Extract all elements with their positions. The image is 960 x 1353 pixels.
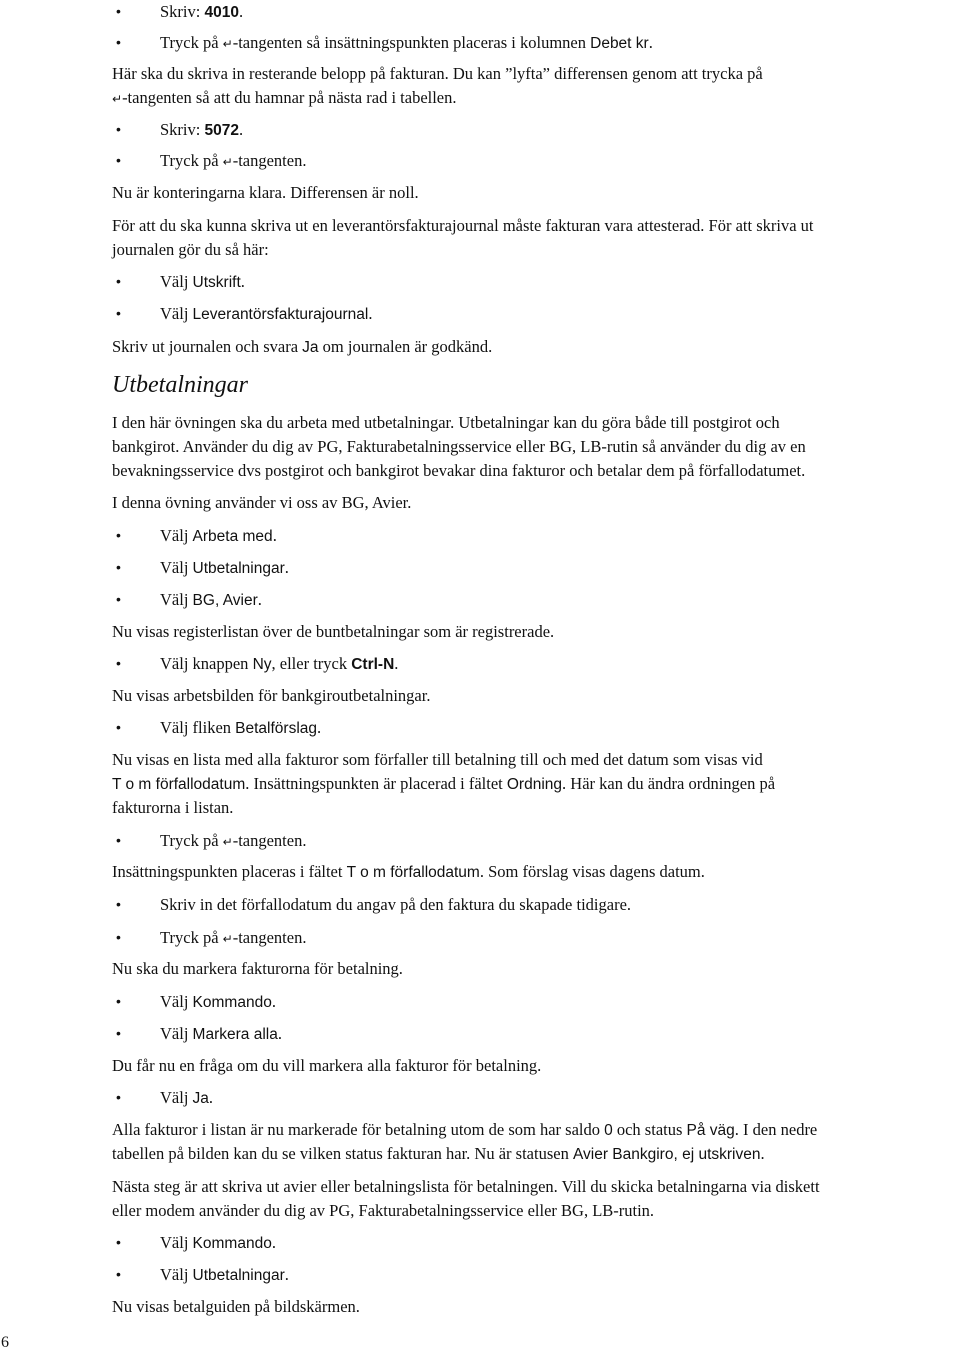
text-run: tabellen på bilden kan du se vilken status fakturan har. Nu är statusen — [112, 1144, 573, 1163]
paragraph-line — [112, 491, 956, 514]
text-run: Nu visas arbetsbilden för bankgiroutbetalningar. — [112, 686, 431, 705]
text-run: Ja — [192, 1090, 209, 1107]
text-run: Insättningspunkten placeras i fältet — [112, 862, 347, 881]
text-run: I den här övningen ska du arbeta med utbetalningar. Utbetalningar kan du göra både till postgirot och — [112, 413, 780, 432]
bullet-icon: • — [116, 305, 121, 321]
text-run: Nu visas en lista med alla fakturor som förfaller till betalning till och med det datum som visas vid — [112, 750, 763, 769]
text-run: 4010 — [204, 4, 239, 21]
text-run: . — [272, 526, 277, 545]
list-item — [160, 893, 956, 916]
bullet-icon: • — [116, 1266, 121, 1282]
text-run: Leverantörsfakturajournal — [192, 306, 369, 323]
text-run: Avier Bankgiro, ej utskriven — [572, 1146, 761, 1163]
text-run: Välj — [160, 590, 193, 609]
bullet-icon: • — [116, 655, 121, 671]
text-run: fakturorna i listan. — [112, 798, 234, 817]
list-item — [160, 716, 956, 740]
paragraph-line — [112, 684, 956, 707]
paragraph-line — [112, 1054, 956, 1077]
paragraph-line — [112, 860, 956, 884]
text-run: 0 — [604, 1122, 613, 1139]
text-run: . I den nedre — [734, 1120, 818, 1139]
text-run: Tryck på — [160, 831, 223, 850]
bullet-icon: • — [116, 929, 121, 945]
bullet-icon: • — [116, 719, 121, 735]
text-run: Välj — [160, 1233, 193, 1252]
paragraph-line — [112, 62, 956, 85]
text-run: Här ska du skriva in resterande belopp på fakturan. Du kan ”lyfta” differensen genom att trycka på — [112, 64, 763, 83]
text-run: Ja — [302, 339, 319, 356]
text-run: . — [238, 2, 244, 21]
text-run: Välj — [160, 1024, 193, 1043]
text-run: Ctrl-N — [351, 656, 395, 673]
bullet-icon: • — [116, 993, 121, 1009]
list-item — [160, 31, 956, 56]
enter-key-icon: ↵ — [222, 155, 233, 169]
paragraph-line — [112, 1175, 956, 1198]
text-run: Kommando — [192, 994, 272, 1011]
text-run: . — [208, 1088, 214, 1107]
bullet-icon: • — [116, 152, 121, 168]
paragraph-line — [112, 957, 956, 980]
paragraph-line — [112, 1142, 956, 1166]
text-run: Skriv: — [160, 120, 205, 139]
paragraph-line — [112, 459, 956, 482]
text-run: För att du ska kunna skriva ut en leverantörsfakturajournal måste fakturan vara attesterad. För att skriva ut — [112, 216, 814, 235]
list-item — [160, 524, 956, 548]
text-run: bevakningsservice dvs postgirot och bankgirot bevakar dina fakturor och betalar dem på förfallodatumet. — [112, 461, 806, 480]
paragraph-line — [112, 748, 956, 771]
bullet-icon: • — [116, 591, 121, 607]
text-run: . — [760, 1144, 765, 1163]
paragraph-line — [112, 1118, 956, 1142]
bullet-icon: • — [116, 527, 121, 543]
text-run: . Insättningspunkten är placerad i fältet — [245, 774, 507, 793]
text-run: Ny — [252, 656, 272, 673]
text-run: -tangenten. — [232, 928, 307, 947]
paragraph-line — [112, 796, 956, 819]
text-run: . Här kan du ändra ordningen på — [562, 774, 776, 793]
text-run: Välj — [160, 272, 193, 291]
list-item — [160, 149, 956, 174]
text-run: På väg — [686, 1122, 735, 1139]
bullet-icon: • — [116, 1234, 121, 1250]
bullet-icon: • — [116, 34, 121, 50]
text-run: . — [240, 272, 245, 291]
text-run: Välj knappen — [160, 654, 253, 673]
text-run: T o m förfallodatum — [346, 864, 480, 881]
paragraph-line — [112, 620, 956, 643]
paragraph-line — [112, 335, 956, 359]
text-run: BG, Avier — [192, 592, 258, 609]
text-run: . — [648, 33, 653, 52]
list-item — [160, 1086, 956, 1110]
text-run: Debet kr — [590, 35, 649, 52]
text-run: . — [238, 120, 244, 139]
section-heading: Utbetalningar — [112, 372, 248, 398]
text-run: bankgirot. Använder du dig av PG, Fakturabetalningsservice eller BG, LB-rutin så använder du dig av en — [112, 437, 806, 456]
list-item — [160, 118, 956, 142]
text-run: Betalförslag — [235, 720, 318, 737]
text-run: . — [394, 654, 399, 673]
paragraph-line — [112, 411, 956, 434]
paragraph-line — [112, 181, 956, 204]
text-run: . — [284, 1265, 289, 1284]
text-run: -tangenten. — [232, 151, 307, 170]
text-run: Skriv: — [160, 2, 205, 21]
list-item — [160, 302, 956, 326]
text-run: . — [271, 992, 276, 1011]
text-run: Alla fakturor i listan är nu markerade för betalning utom de som har saldo — [112, 1120, 605, 1139]
text-run: Nu ska du markera fakturorna för betalning. — [112, 959, 403, 978]
list-item — [160, 652, 956, 676]
paragraph-line — [112, 238, 956, 261]
text-run: Välj — [160, 304, 193, 323]
bullet-icon: • — [116, 121, 121, 137]
text-run: eller modem använder du dig av PG, Fakturabetalningsservice eller BG, LB-rutin. — [112, 1201, 655, 1220]
text-run: Utbetalningar — [192, 1267, 285, 1284]
list-item — [160, 556, 956, 580]
paragraph-line — [112, 772, 956, 796]
text-run: Skriv in det förfallodatum du angav på den faktura du skapade tidigare. — [160, 895, 632, 914]
list-item — [160, 829, 956, 854]
paragraph-line — [112, 1199, 956, 1222]
text-run: . — [277, 1024, 282, 1043]
text-run: Tryck på — [160, 928, 223, 947]
text-run: Utbetalningar — [192, 560, 285, 577]
text-run: . — [257, 590, 262, 609]
text-run: Nu visas registerlistan över de buntbetalningar som är registrerade. — [112, 622, 555, 641]
list-item — [160, 926, 956, 951]
text-run: Nu är konteringarna klara. Differensen är noll. — [112, 183, 419, 202]
text-run: I denna övning använder vi oss av BG, Avier. — [112, 493, 412, 512]
text-run: Tryck på — [160, 33, 223, 52]
text-run: Kommando — [192, 1235, 272, 1252]
text-run: Välj fliken — [160, 718, 236, 737]
text-run: om journalen är godkänd. — [318, 337, 493, 356]
paragraph-line — [112, 435, 956, 458]
list-item — [160, 588, 956, 612]
text-run: Välj — [160, 526, 193, 545]
text-run: och status — [612, 1120, 687, 1139]
text-run: Nästa steg är att skriva ut avier eller betalningslista för betalningen. Vill du skicka betalningarna via diskett — [112, 1177, 820, 1196]
text-run: Utskrift — [192, 274, 241, 291]
paragraph-line — [112, 1295, 956, 1318]
bullet-icon: • — [116, 3, 121, 19]
text-run: -tangenten så att du hamnar på nästa rad i tabellen. — [122, 88, 457, 107]
list-item — [160, 270, 956, 294]
text-run: -tangenten. — [232, 831, 307, 850]
bullet-icon: • — [116, 273, 121, 289]
page-number: 6 — [1, 1334, 9, 1351]
text-run: . — [271, 1233, 276, 1252]
text-run: . — [317, 718, 322, 737]
text-run: 5072 — [204, 122, 239, 139]
enter-key-icon: ↵ — [222, 37, 233, 51]
text-run: -tangenten så insättningspunkten placeras i kolumnen — [232, 33, 591, 52]
text-run: Nu visas betalguiden på bildskärmen. — [112, 1297, 360, 1316]
enter-key-icon: ↵ — [222, 835, 233, 849]
text-run: Välj — [160, 558, 193, 577]
bullet-icon: • — [116, 1089, 121, 1105]
text-run: T o m förfallodatum — [112, 776, 246, 793]
bullet-icon: • — [116, 1025, 121, 1041]
text-run: Markera alla — [192, 1026, 278, 1043]
text-run: Ordning — [506, 776, 563, 793]
text-run: Skriv ut journalen och svara — [112, 337, 303, 356]
enter-key-icon: ↵ — [222, 932, 233, 946]
text-run: Välj — [160, 992, 193, 1011]
text-run: Välj — [160, 1265, 193, 1284]
text-run: Arbeta med — [192, 528, 273, 545]
text-run: Du får nu en fråga om du vill markera alla fakturor för betalning. — [112, 1056, 542, 1075]
text-run: . — [368, 304, 373, 323]
list-item — [160, 1231, 956, 1255]
text-run: journalen gör du så här: — [112, 240, 269, 259]
list-item — [160, 0, 956, 24]
paragraph-line — [112, 214, 956, 237]
list-item — [160, 990, 956, 1014]
bullet-icon: • — [116, 559, 121, 575]
list-item — [160, 1022, 956, 1046]
text-run: , eller tryck — [271, 654, 352, 673]
enter-key-icon: ↵ — [112, 92, 123, 106]
text-run: Tryck på — [160, 151, 223, 170]
text-run: Välj — [160, 1088, 193, 1107]
paragraph-line — [112, 86, 956, 111]
text-run: . — [284, 558, 289, 577]
bullet-icon: • — [116, 896, 121, 912]
text-run: . Som förslag visas dagens datum. — [479, 862, 705, 881]
list-item — [160, 1263, 956, 1287]
bullet-icon: • — [116, 832, 121, 848]
